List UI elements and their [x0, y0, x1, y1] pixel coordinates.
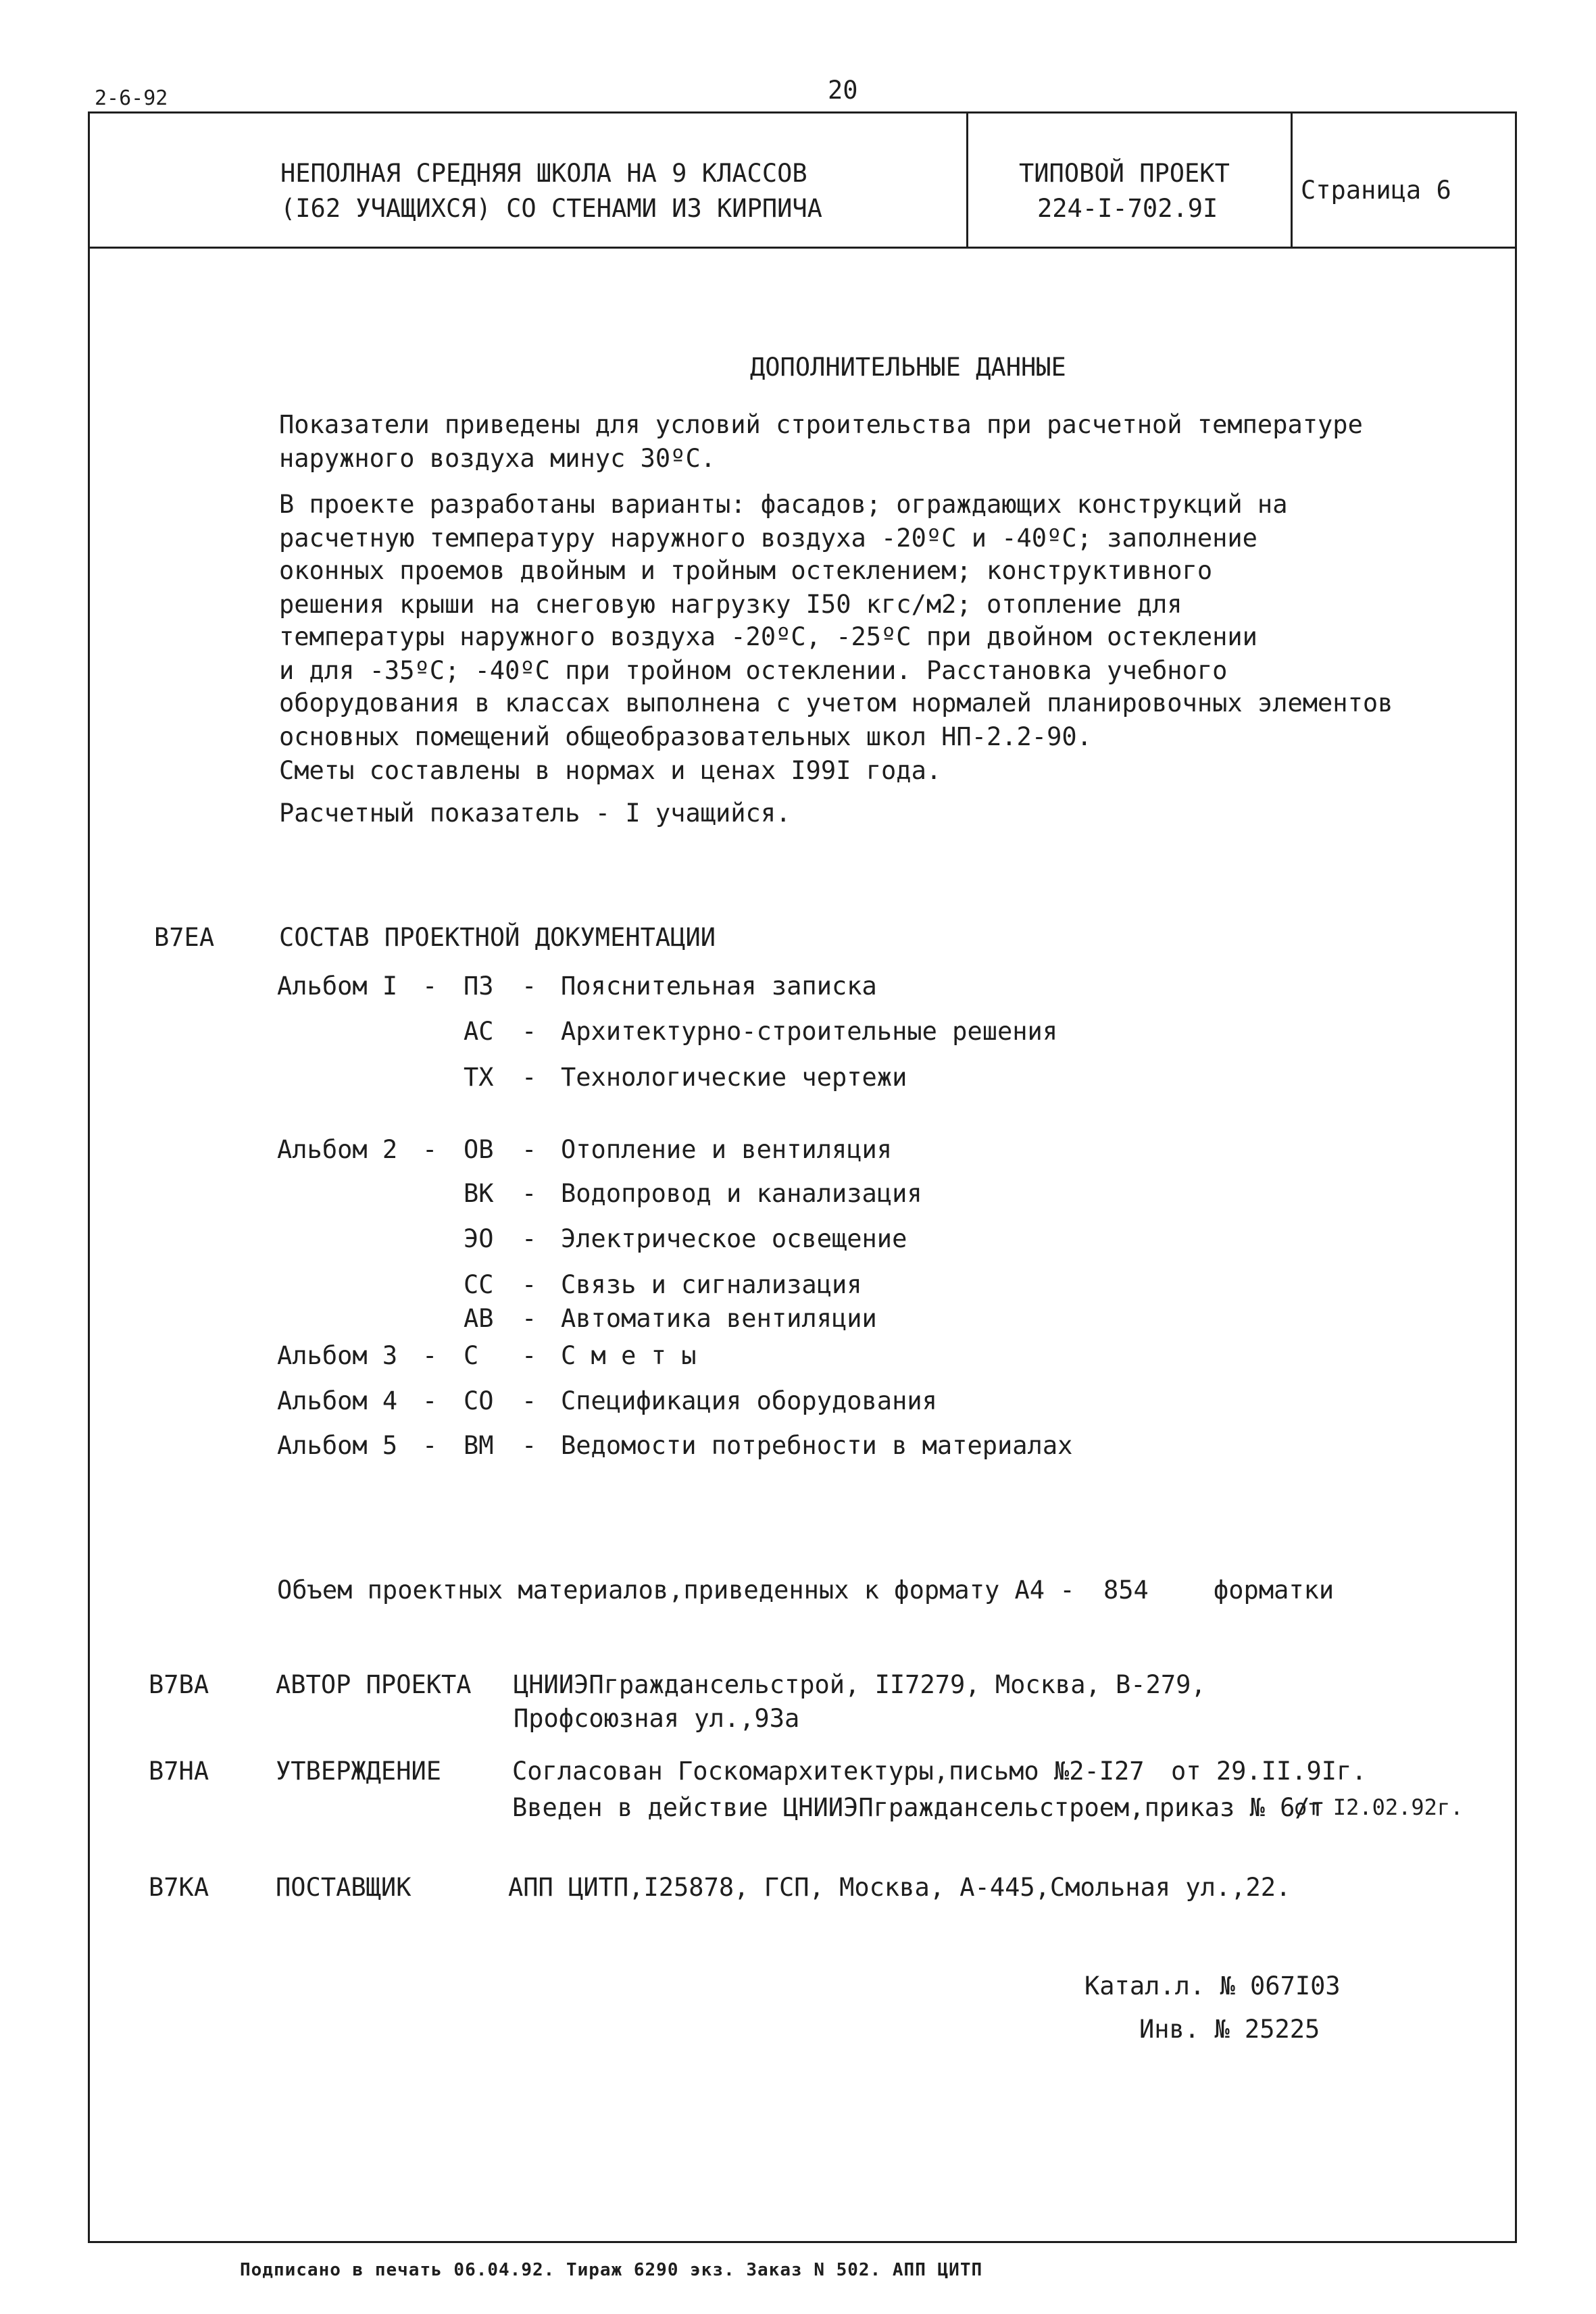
approval-line2: Введен в действие ЦНИИЭПграждансельстроем,приказ № 6/т — [512, 1793, 1325, 1822]
composition-abbr: ОВ — [464, 1135, 494, 1164]
volume-unit: форматки — [1214, 1576, 1335, 1605]
title-line-2: (I62 УЧАЩИХСЯ) СО СТЕНАМИ ИЗ КИРПИЧА — [280, 194, 822, 223]
composition-dash-1: - — [422, 1341, 438, 1370]
additional-p2-line7: оборудования в классах выполнена с учетом нормалей планировочных элементов — [279, 688, 1393, 718]
composition-description: Связь и сигнализация — [561, 1270, 862, 1299]
composition-heading: СОСТАВ ПРОЕКТНОЙ ДОКУМЕНТАЦИИ — [279, 923, 716, 952]
composition-dash-2: - — [522, 1135, 537, 1164]
composition-dash-2: - — [522, 1063, 537, 1092]
project-number: 224-I-702.9I — [1037, 194, 1218, 223]
volume-text: Объем проектных материалов,приведенных к формату А4 - — [277, 1576, 1075, 1605]
header-sep-1 — [966, 111, 968, 247]
composition-dash-1: - — [422, 972, 438, 1001]
catalog-number: Катал.л. № 067I03 — [1084, 1971, 1341, 2001]
approval-code: В7НА — [149, 1757, 209, 1786]
header-sep-2 — [1291, 111, 1293, 247]
composition-dash-2: - — [522, 1179, 537, 1208]
composition-abbr: АВ — [464, 1304, 494, 1333]
composition-dash-2: - — [522, 1224, 537, 1253]
composition-album: Альбом 5 — [277, 1431, 398, 1460]
additional-p2-line6: и для -35ºС; -40ºС при тройном остеклении. Расстановка учебного — [279, 656, 1228, 685]
composition-abbr: ЭО — [464, 1224, 494, 1253]
composition-description: Технологические чертежи — [561, 1063, 907, 1092]
supplier-code: В7КА — [149, 1873, 209, 1902]
supplier-label: ПОСТАВЩИК — [276, 1873, 412, 1902]
composition-album: Альбом 3 — [277, 1341, 398, 1370]
additional-p2-line8: основных помещений общеобразовательных школ НП-2.2-90. — [279, 722, 1092, 751]
composition-abbr: ВК — [464, 1179, 494, 1208]
additional-heading: ДОПОЛНИТЕЛЬНЫЕ ДАННЫЕ — [750, 353, 1066, 382]
composition-dash-2: - — [522, 1431, 537, 1460]
additional-p2-line1: В проекте разработаны варианты: фасадов; ограждающих конструкций на — [279, 490, 1288, 519]
composition-dash-1: - — [422, 1431, 438, 1460]
volume-value: 854 — [1103, 1576, 1149, 1605]
composition-dash-2: - — [522, 1341, 537, 1370]
composition-abbr: СО — [464, 1386, 494, 1415]
composition-album: Альбом 4 — [277, 1386, 398, 1415]
composition-album: Альбом 2 — [277, 1135, 398, 1164]
author-line1: ЦНИИЭПграждансельстрой, II7279, Москва, В-279, — [514, 1670, 1206, 1699]
supplier-text: АПП ЦИТП,I25878, ГСП, Москва, А-445,Смольная ул.,22. — [508, 1873, 1291, 1902]
composition-description: Ведомости потребности в материалах — [561, 1431, 1073, 1460]
additional-p1-line1: Показатели приведены для условий строительства при расчетной температуре — [279, 410, 1363, 439]
composition-dash-1: - — [422, 1386, 438, 1415]
frame-bottom — [88, 2241, 1517, 2243]
composition-dash-2: - — [522, 972, 537, 1001]
author-line2: Профсоюзная ул.,93а — [514, 1704, 800, 1733]
composition-description: С м е т ы — [561, 1341, 697, 1370]
approval-line2-date: от I2.02.92г. — [1294, 1794, 1464, 1820]
additional-p2-line4: решения крыши на снеговую нагрузку I50 кгс/м2; отопление для — [279, 590, 1182, 619]
composition-description: Отопление и вентиляция — [561, 1135, 893, 1164]
page-number: 20 — [828, 76, 858, 105]
project-label: ТИПОВОЙ ПРОЕКТ — [1019, 159, 1230, 188]
composition-dash-2: - — [522, 1304, 537, 1333]
composition-album: Альбом I — [277, 972, 398, 1001]
composition-code: В7ЕА — [154, 923, 215, 952]
composition-abbr: ПЗ — [464, 972, 494, 1001]
composition-description: Спецификация оборудования — [561, 1386, 937, 1415]
composition-abbr: АС — [464, 1017, 494, 1046]
composition-abbr: ВМ — [464, 1431, 494, 1460]
header-divider — [88, 247, 1517, 249]
composition-description: Автоматика вентиляции — [561, 1304, 877, 1333]
composition-abbr: С — [464, 1341, 479, 1370]
composition-description: Пояснительная записка — [561, 972, 877, 1001]
frame-right — [1515, 111, 1517, 2243]
additional-p3: Сметы составлены в нормах и ценах I99I года. — [279, 756, 942, 785]
additional-p2-line2: расчетную температуру наружного воздуха -20ºС и -40ºС; заполнение — [279, 524, 1257, 553]
title-line-1: НЕПОЛНАЯ СРЕДНЯЯ ШКОЛА НА 9 КЛАССОВ — [280, 159, 807, 188]
doc-date: 2-6-92 — [95, 86, 168, 110]
approval-label: УТВЕРЖДЕНИЕ — [276, 1757, 442, 1786]
frame-top — [88, 111, 1517, 114]
composition-dash-1: - — [422, 1135, 438, 1164]
author-label: АВТОР ПРОЕКТА — [276, 1670, 472, 1699]
composition-abbr: СС — [464, 1270, 494, 1299]
inventory-number: Инв. № 25225 — [1139, 2015, 1320, 2044]
composition-description: Архитектурно-строительные решения — [561, 1017, 1058, 1046]
page-label: Страница 6 — [1301, 176, 1451, 205]
additional-p2-line3: оконных проемов двойным и тройным остеклением; конструктивного — [279, 556, 1213, 585]
approval-line1: Согласован Госкомархитектуры,письмо №2-I27 — [512, 1757, 1145, 1786]
additional-p1-line2: наружного воздуха минус 30ºС. — [279, 444, 716, 473]
composition-dash-2: - — [522, 1386, 537, 1415]
print-footer: Подписано в печать 06.04.92. Тираж 6290 экз. Заказ N 502. АПП ЦИТП — [240, 2260, 983, 2280]
approval-line1-date: от 29.II.9Iг. — [1171, 1757, 1367, 1786]
additional-p4: Расчетный показатель - I учащийся. — [279, 799, 791, 828]
composition-dash-2: - — [522, 1270, 537, 1299]
author-code: В7ВА — [149, 1670, 209, 1699]
additional-p2-line5: температуры наружного воздуха -20ºС, -25ºС при двойном остеклении — [279, 622, 1257, 651]
frame-left — [88, 111, 90, 2243]
composition-description: Водопровод и канализация — [561, 1179, 922, 1208]
composition-description: Электрическое освещение — [561, 1224, 907, 1253]
composition-abbr: ТХ — [464, 1063, 494, 1092]
composition-dash-2: - — [522, 1017, 537, 1046]
